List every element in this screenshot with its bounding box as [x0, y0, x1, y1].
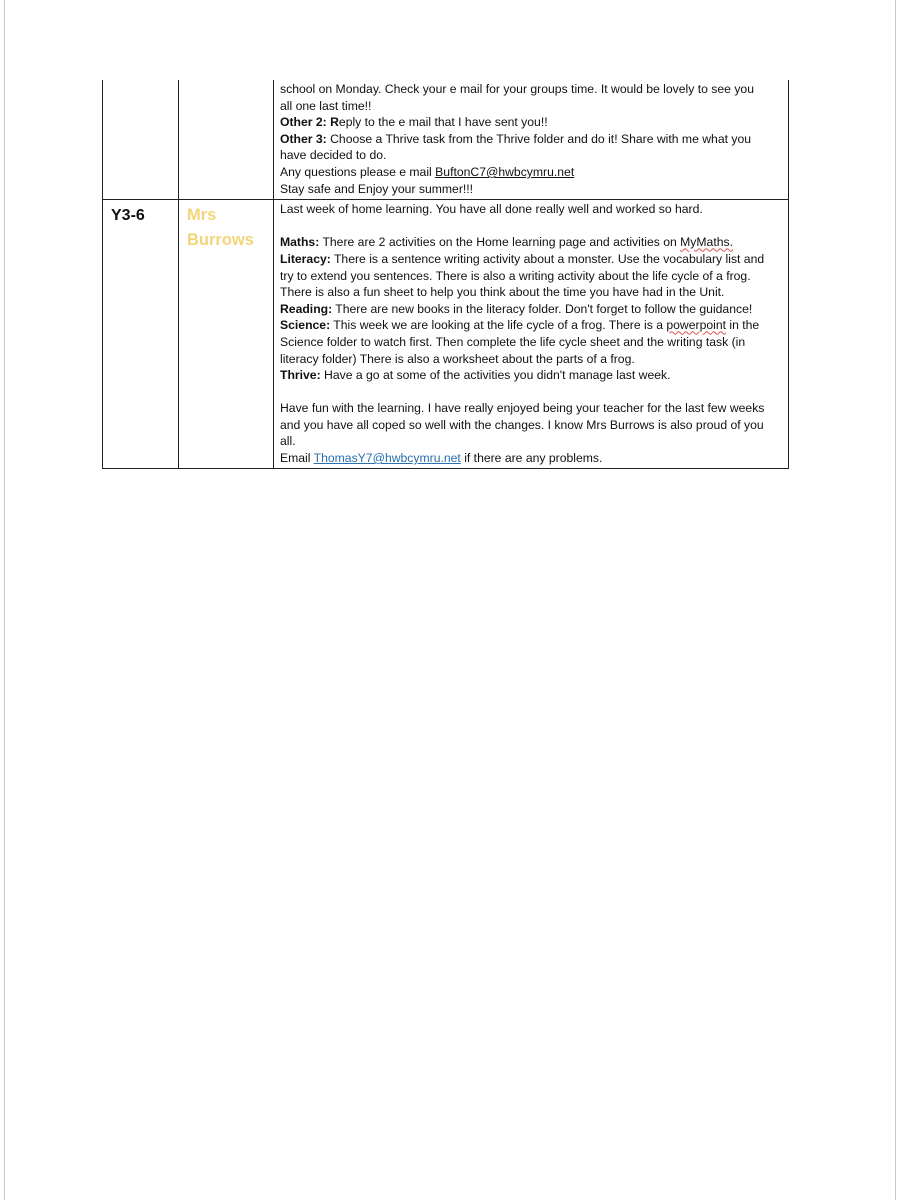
other3-line — [280, 131, 782, 148]
teacher-cell — [179, 80, 274, 200]
teacher-name-line2: Burrows — [187, 231, 254, 250]
maths-text: There are 2 activities on the Home learning page and activities on — [319, 235, 681, 250]
text-line: all one last time!! — [280, 98, 372, 113]
text-line: Science folder to watch first. Then complete the life cycle sheet and the writing task (in — [280, 334, 746, 349]
text-line: try to extend you sentences. There is also a writing activity about the life cycle of a frog. — [280, 268, 751, 283]
closing-line: Stay safe and Enjoy your summer!!! — [280, 181, 474, 196]
maths-line — [280, 234, 782, 251]
page-edge-right — [895, 0, 896, 1200]
other2-text: eply to the e mail that I have sent you!! — [338, 115, 548, 130]
thrive-text: Have a go at some of the activities you didn't manage last week. — [320, 368, 671, 383]
text-line: literacy folder) There is also a worksheet about the parts of a frog. — [280, 351, 635, 366]
reading-line — [280, 301, 782, 318]
teacher-cell — [179, 200, 274, 469]
other2-line — [280, 114, 782, 131]
text-line: all. — [280, 434, 296, 449]
home-learning-table — [102, 80, 789, 469]
activities-cell — [274, 200, 789, 469]
table-row — [103, 200, 789, 469]
reading-label: Reading: — [280, 301, 333, 316]
teacher-name — [179, 200, 273, 253]
text-line: There is also a fun sheet to help you think about the time you have had in the Unit. — [280, 285, 725, 300]
activities-cell — [274, 80, 789, 200]
maths-label: Maths: — [280, 235, 320, 250]
other3-label: Other 3: — [280, 131, 327, 146]
science-label: Science: — [280, 318, 331, 333]
email-prefix: Email — [280, 451, 314, 466]
questions-text: Any questions please e mail — [280, 164, 436, 179]
spacer — [280, 384, 782, 401]
science-line — [280, 317, 782, 334]
literacy-text: There is a sentence writing activity about a monster. Use the vocabulary list and — [330, 251, 765, 266]
other3-text: Choose a Thrive task from the Thrive folder and do it! Share with me what you — [326, 131, 752, 146]
thrive-label: Thrive: — [280, 368, 321, 383]
text-line: Have fun with the learning. I have really enjoyed being your teacher for the last few weeks — [280, 401, 765, 416]
email-link[interactable]: BuftonC7@hwbcymru.net — [435, 164, 575, 179]
thrive-line — [280, 367, 782, 384]
year-cell — [103, 200, 179, 469]
literacy-line — [280, 251, 782, 268]
page-edge-left — [4, 0, 5, 1200]
email-suffix: if there are any problems. — [460, 451, 603, 466]
science-text: This week we are looking at the life cycle of a frog. There is a — [330, 318, 667, 333]
table-row — [103, 80, 789, 200]
teacher-name-line1: Mrs — [187, 206, 217, 225]
email-line — [280, 450, 782, 467]
text-line: have decided to do. — [280, 148, 387, 163]
year-group-label: Y3-6 — [111, 207, 145, 225]
literacy-label: Literacy: — [280, 251, 331, 266]
text-line: and you have all coped so well with the changes. I know Mrs Burrows is also proud of you — [280, 417, 764, 432]
intro-line: Last week of home learning. You have all done really well and worked so hard. — [280, 202, 703, 217]
email-link[interactable]: ThomasY7@hwbcymru.net — [313, 451, 461, 466]
other2-label: Other 2: R — [280, 115, 339, 130]
text-line: school on Monday. Check your e mail for your groups time. It would be lovely to see you — [280, 82, 754, 96]
science-text-end: in the — [726, 318, 760, 333]
questions-line — [280, 164, 782, 181]
spacer — [280, 218, 782, 235]
reading-text: There are new books in the literacy folder. Don't forget to follow the guidance! — [332, 301, 753, 316]
powerpoint-word: powerpoint — [666, 318, 726, 333]
mymaths-word: MyMaths. — [680, 235, 733, 250]
year-cell — [103, 80, 179, 200]
